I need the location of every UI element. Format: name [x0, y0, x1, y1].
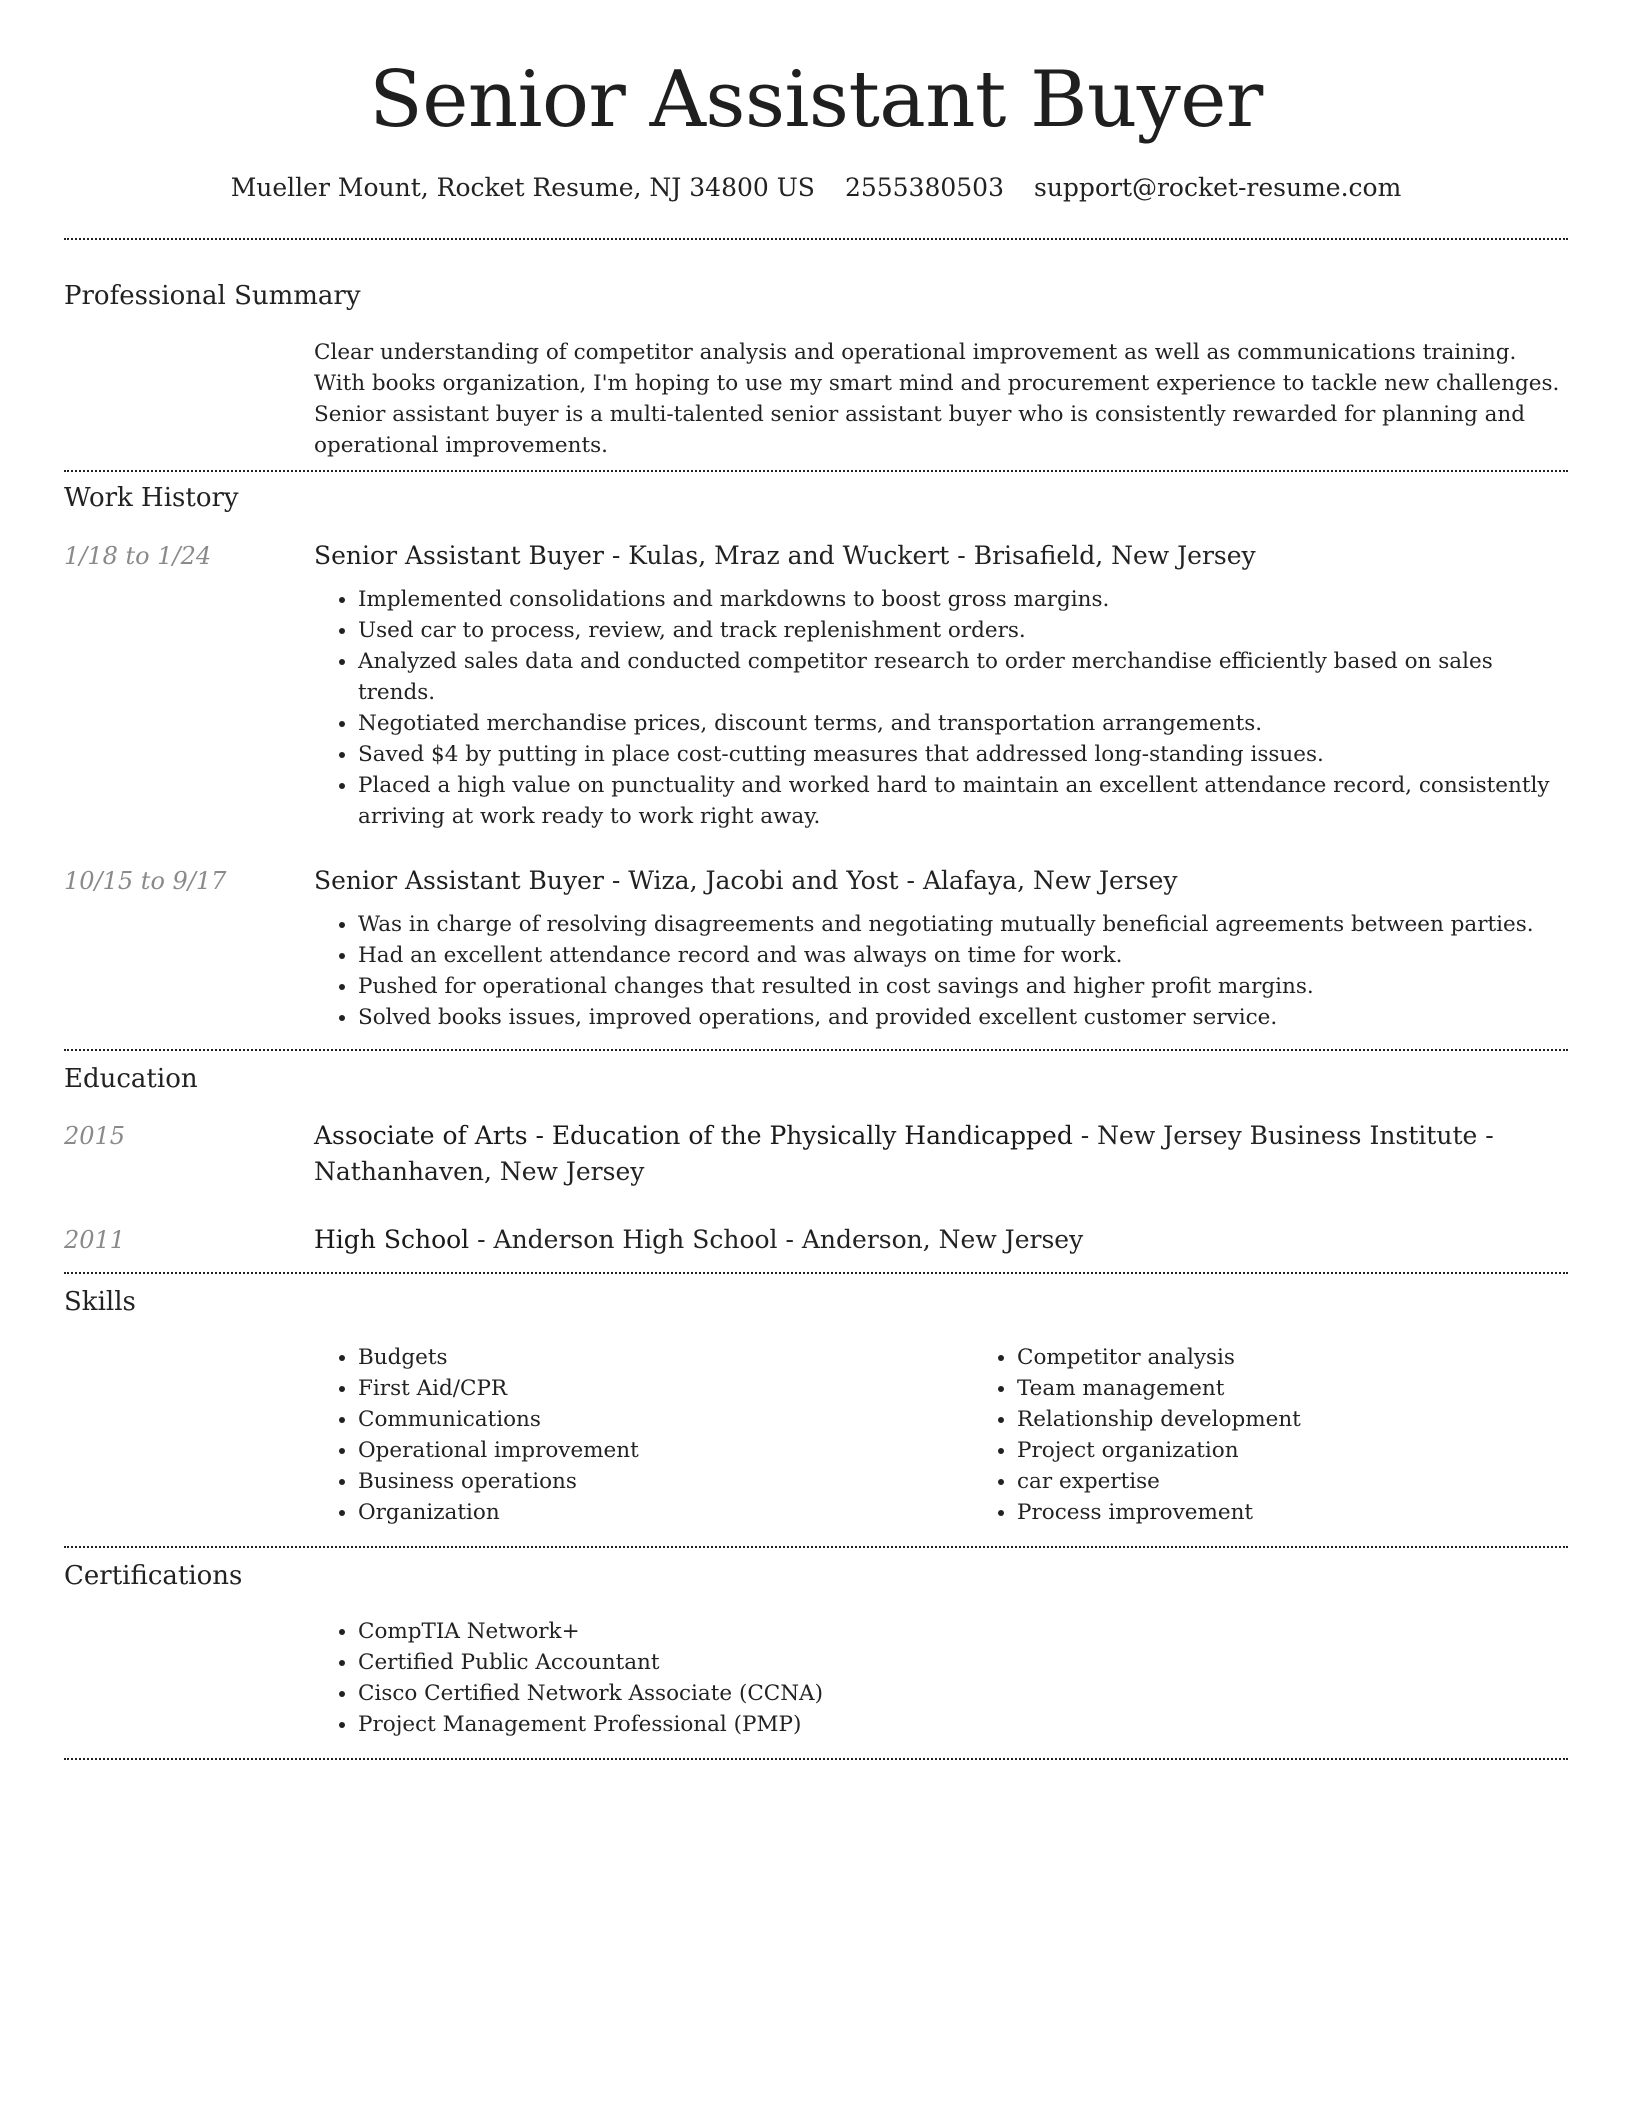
contact-phone: 2555380503	[844, 173, 1004, 202]
job-dates: 10/15 to 9/17	[64, 867, 227, 895]
skill-item: • Project organization	[1017, 1435, 1632, 1466]
education-heading-text	[314, 1118, 1568, 1190]
certification-item: • Certified Public Accountant	[358, 1647, 1568, 1678]
certifications-list	[314, 1616, 1568, 1740]
education-entry	[64, 1222, 1568, 1258]
education-heading: Education	[64, 1064, 198, 1094]
education-degree: High School	[314, 1225, 470, 1254]
summary-section	[64, 240, 1568, 461]
certification-item: • CompTIA Network+	[358, 1616, 1568, 1647]
list-item: • Had an excellent attendance record and was always on time for work.	[358, 940, 1568, 971]
list-item: • Placed a high value on punctuality and worked hard to maintain an excellent attendance record, consistently arriving at work ready to work right away.	[358, 770, 1568, 832]
skills-spacer	[64, 1342, 314, 1528]
education-degree: Associate of Arts - Education of the Physically Handicapped	[314, 1121, 1073, 1150]
skill-item: • car expertise	[1017, 1466, 1632, 1497]
certifications-spacer	[64, 1616, 314, 1740]
education-details: - New Jersey Business Institute - Nathanhaven, New Jersey	[314, 1121, 1494, 1186]
job-role: Senior Assistant Buyer	[314, 541, 604, 570]
skill-item: • Team management	[1017, 1373, 1632, 1404]
contact-address: Mueller Mount, Rocket Resume, NJ 34800 US	[230, 173, 815, 202]
contact-email: support@rocket-resume.com	[1034, 173, 1402, 202]
education-year: 2011	[64, 1226, 126, 1254]
education-heading-text	[314, 1222, 1568, 1258]
education-entry	[64, 1118, 1568, 1190]
work-history-heading: Work History	[64, 483, 239, 513]
resume-name: Senior Assistant Buyer	[369, 55, 1263, 145]
work-history-section	[64, 472, 1568, 1033]
summary-heading: Professional Summary	[64, 281, 361, 311]
skill-item: • Relationship development	[1017, 1404, 1632, 1435]
summary-spacer	[64, 337, 314, 461]
list-item: • Analyzed sales data and conducted competitor research to order merchandise efficiently based on sales trends.	[358, 646, 1568, 708]
job-details: - Kulas, Mraz and Wuckert - Brisafield, New Jersey	[603, 541, 1256, 570]
list-item: • Pushed for operational changes that resulted in cost savings and higher profit margins.	[358, 971, 1568, 1002]
skill-item: • First Aid/CPR	[358, 1373, 973, 1404]
education-section	[64, 1051, 1568, 1258]
skills-section	[64, 1274, 1568, 1528]
education-details: - Anderson High School - Anderson, New Jersey	[469, 1225, 1084, 1254]
education-year: 2015	[64, 1122, 126, 1150]
resume-page	[64, 0, 1568, 1760]
job-details: - Wiza, Jacobi and Yost - Alafaya, New Jersey	[603, 866, 1178, 895]
job-entry	[64, 538, 1568, 832]
certification-item: • Cisco Certified Network Associate (CCNA)	[358, 1678, 1568, 1709]
skills-list-left	[314, 1342, 973, 1528]
list-item: • Was in charge of resolving disagreements and negotiating mutually beneficial agreements between parties.	[358, 909, 1568, 940]
skills-heading: Skills	[64, 1287, 136, 1317]
list-item: • Saved $4 by putting in place cost-cutting measures that addressed long-standing issues.	[358, 739, 1568, 770]
job-heading	[314, 538, 1568, 574]
list-item: • Solved books issues, improved operations, and provided excellent customer service.	[358, 1002, 1568, 1033]
skill-item: • Operational improvement	[358, 1435, 973, 1466]
skill-item: • Process improvement	[1017, 1497, 1632, 1528]
skills-grid	[314, 1342, 1632, 1528]
list-item: • Implemented consolidations and markdowns to boost gross margins.	[358, 584, 1568, 615]
list-item: • Negotiated merchandise prices, discount terms, and transportation arrangements.	[358, 708, 1568, 739]
job-bullets	[314, 909, 1568, 1033]
skill-item: • Communications	[358, 1404, 973, 1435]
certification-item: • Project Management Professional (PMP)	[358, 1709, 1568, 1740]
job-entry	[64, 863, 1568, 1033]
certifications-heading: Certifications	[64, 1561, 243, 1591]
job-dates: 1/18 to 1/24	[64, 542, 212, 570]
job-role: Senior Assistant Buyer	[314, 866, 604, 895]
job-heading	[314, 863, 1568, 899]
skill-item: • Business operations	[358, 1466, 973, 1497]
skill-item: • Budgets	[358, 1342, 973, 1373]
skill-item: • Organization	[358, 1497, 973, 1528]
certifications-section	[64, 1548, 1568, 1740]
skills-list-right	[973, 1342, 1632, 1528]
list-item: • Used car to process, review, and track replenishment orders.	[358, 615, 1568, 646]
section-divider	[64, 1758, 1568, 1760]
skill-item: • Competitor analysis	[1017, 1342, 1632, 1373]
summary-text: Clear understanding of competitor analysis and operational improvement as well as communications training. With books organization, I'm hoping to use my smart mind and procurement experience to tackle new challenges. Senior assistant buyer is a multi-talented senior assistant buyer who is consistently rewarded for planning and operational improvements.	[314, 340, 1560, 458]
job-bullets	[314, 584, 1568, 832]
contact-line	[64, 170, 1568, 206]
